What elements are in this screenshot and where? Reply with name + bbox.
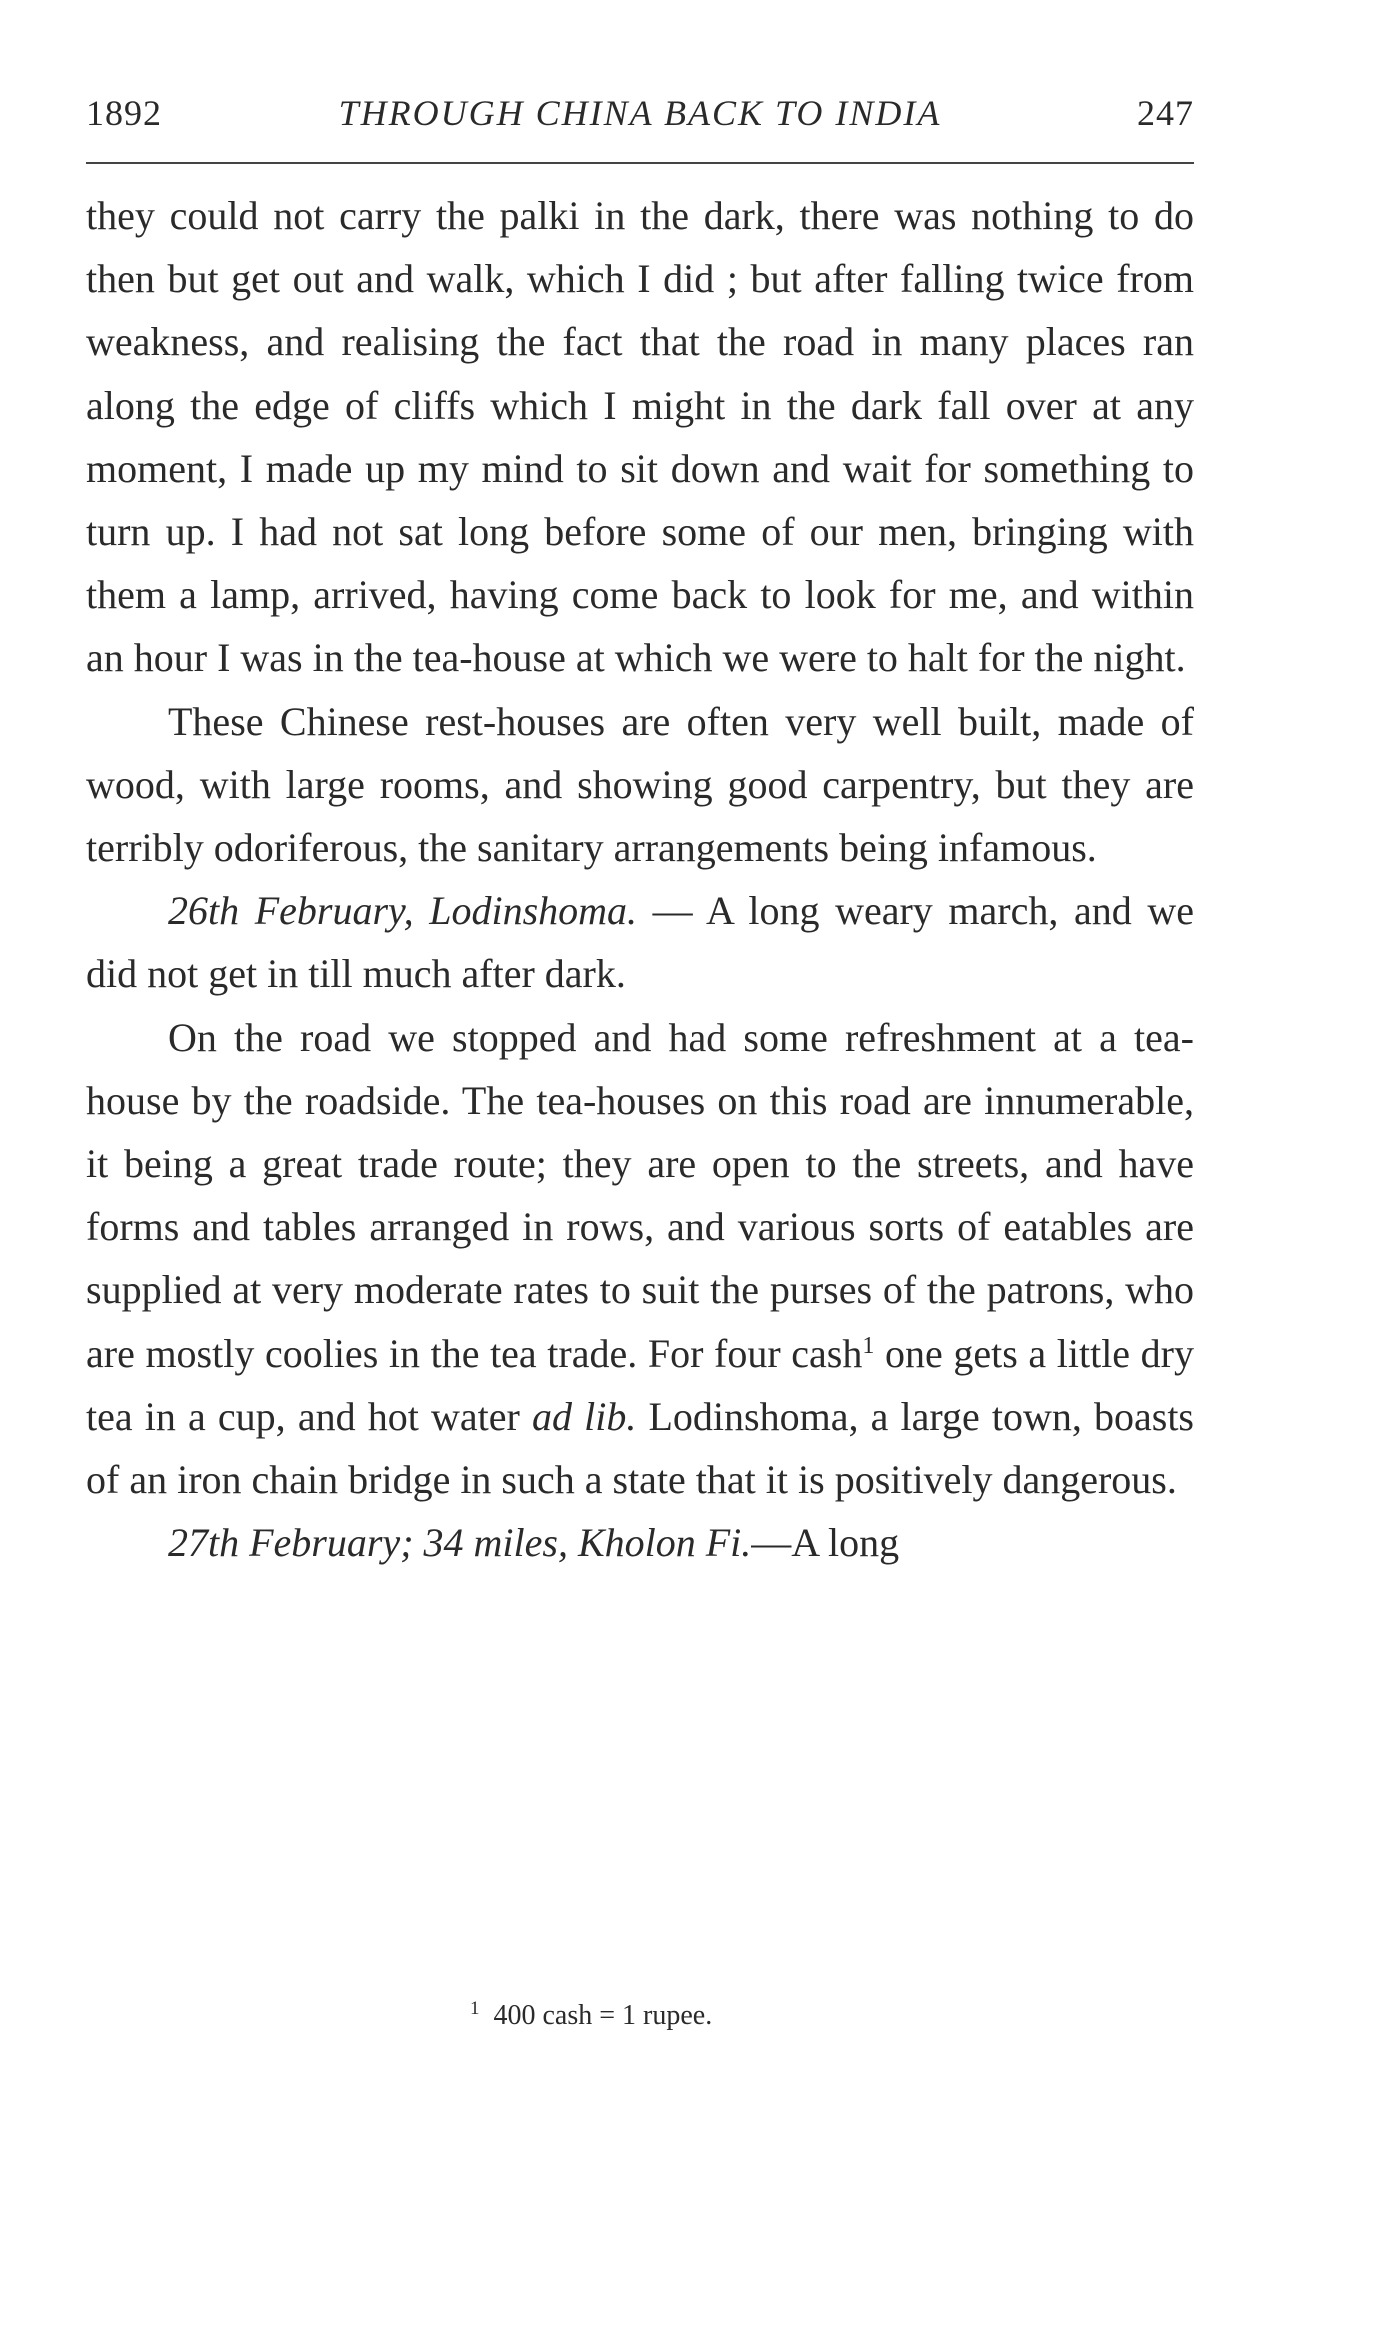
paragraph-4-part-a: On the road we stopped and had some refreshment at a tea-house by the roadside. The tea-houses on this road are innumerable, it being a great trade route; they are open to the streets, and have forms and tables arranged in rows, and various sorts of eatables are supplied at very moderate rates to suit the purses of the patrons, who are mostly coolies in the tea trade. For four cash <box>86 1014 1194 1376</box>
paragraph-4-part-b: one gets a little dry tea in a cup, and hot water <box>86 1330 1194 1439</box>
footnote-text: 400 cash = 1 rupee. <box>493 2000 713 2031</box>
paragraph-1: they could not carry the palki in the dark, there was nothing to do then but get out and walk, which I did ; but after falling twice from weakness, and realising the fact that the road in many places ran along the edge of cliffs which I might in the dark fall over at any moment, I made up my mind to sit down and wait for something to turn up. I had not sat long before some of our men, bringing with them a lamp, arrived, having come back to look for me, and within an hour I was in the tea-house at which we were to halt for the night. <box>86 193 1194 681</box>
paragraph-5-text: —A long <box>751 1520 900 1566</box>
diary-date-27-feb: 27th February; 34 miles, Kholon Fi. <box>168 1520 752 1566</box>
latin-phrase: ad lib. <box>531 1393 637 1439</box>
paragraph-3-text: — A long weary march, and we did not get in till much after dark. <box>86 888 1194 997</box>
header-rule <box>86 162 1194 164</box>
header-year: 1892 <box>86 93 162 133</box>
paragraph-3 <box>86 879 1194 1005</box>
footnote-reference: 1 <box>862 1332 875 1359</box>
paragraph-4-part-c: Lodinshoma, a large town, boasts of an iron chain bridge in such a state that it is positively dangerous. <box>86 1393 1195 1503</box>
footnote <box>470 2000 712 2032</box>
running-header <box>86 92 1194 148</box>
body-text <box>86 184 1194 1574</box>
diary-date-26-feb: 26th February, Lodinshoma. <box>168 888 638 934</box>
running-title: THROUGH CHINA BACK TO INDIA <box>338 93 942 133</box>
paragraph-2: These Chinese rest-houses are often very well built, made of wood, with large rooms, and showing good carpentry, but they are terribly odoriferous, the sanitary arrangements being infamous. <box>86 698 1194 871</box>
page-number: 247 <box>1137 93 1194 133</box>
paragraph-5 <box>86 1511 1194 1574</box>
footnote-mark: 1 <box>470 1998 480 2019</box>
paragraph-4 <box>86 1006 1194 1512</box>
